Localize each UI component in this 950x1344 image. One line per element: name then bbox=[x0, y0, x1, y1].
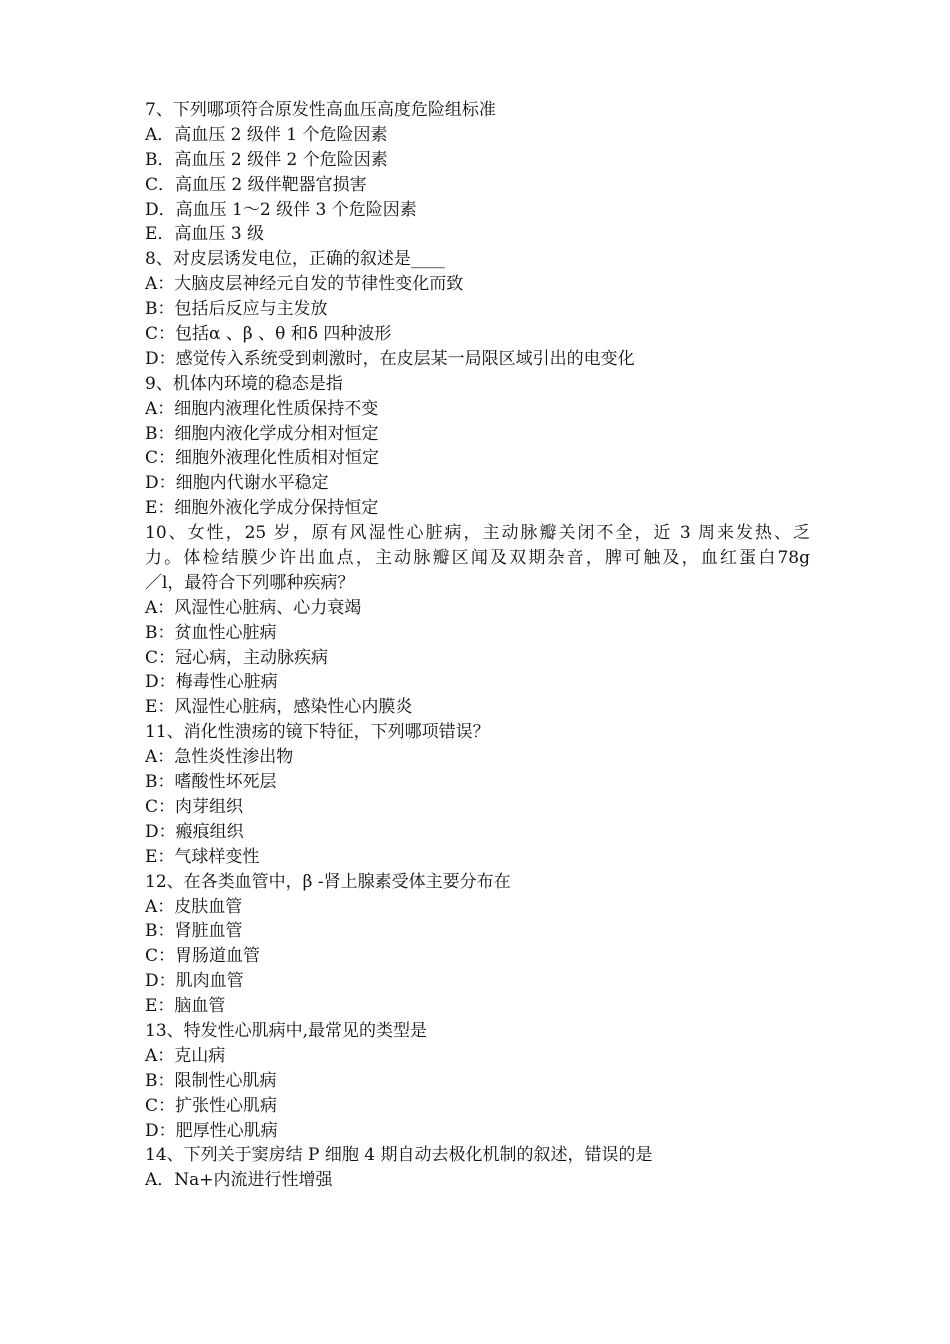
question-8-option-a: A：大脑皮层神经元自发的节律性变化而致 bbox=[145, 274, 464, 295]
question-13-option-d: D：肥厚性心肌病 bbox=[145, 1120, 278, 1141]
question-10-option-b: B：贫血性心脏病 bbox=[145, 622, 277, 643]
question-9-stem: 9、机体内环境的稳态是指 bbox=[145, 373, 343, 394]
question-8-option-d: D：感觉传入系统受到刺激时，在皮层某一局限区域引出的电变化 bbox=[145, 348, 635, 369]
question-13-option-b: B：限制性心肌病 bbox=[145, 1070, 277, 1091]
question-12-option-a: A：皮肤血管 bbox=[145, 896, 243, 917]
question-11-option-b: B：嗜酸性坏死层 bbox=[145, 772, 277, 793]
question-12-option-c: C：胃肠道血管 bbox=[145, 946, 261, 967]
question-10-stem-line-1: 10、女性，25 岁，原有风湿性心脏病，主动脉瓣关闭不全，近 3 周来发热、乏 bbox=[145, 523, 810, 544]
question-10-option-c: C：冠心病，主动脉疾病 bbox=[145, 647, 329, 668]
question-12-option-e: E：脑血管 bbox=[145, 996, 226, 1017]
question-7-option-e: E．高血压 3 级 bbox=[145, 224, 265, 245]
question-7-option-b: B．高血压 2 级伴 2 个危险因素 bbox=[145, 149, 388, 170]
question-13-stem: 13、特发性心肌病中,最常见的类型是 bbox=[145, 1020, 428, 1041]
question-11-stem: 11、消化性溃疡的镜下特征，下列哪项错误？ bbox=[145, 722, 490, 743]
question-9-option-b: B：细胞内液化学成分相对恒定 bbox=[145, 423, 379, 444]
question-14-stem: 14、下列关于窦房结 P 细胞 4 期自动去极化机制的叙述，错误的是 bbox=[145, 1145, 653, 1166]
question-14-option-a: A．Na+内流进行性增强 bbox=[145, 1170, 333, 1191]
question-11-option-d: D：瘢痕组织 bbox=[145, 821, 244, 842]
question-8-option-b: B：包括后反应与主发放 bbox=[145, 299, 328, 320]
question-7-option-a: A．高血压 2 级伴 1 个危险因素 bbox=[145, 124, 388, 145]
question-9-option-a: A：细胞内液理化性质保持不变 bbox=[145, 398, 379, 419]
question-10-option-e: E：风湿性心脏病，感染性心内膜炎 bbox=[145, 697, 413, 718]
question-12-option-b: B：肾脏血管 bbox=[145, 921, 243, 942]
question-11-option-c: C：肉芽组织 bbox=[145, 796, 244, 817]
question-9-option-e: E：细胞外液化学成分保持恒定 bbox=[145, 498, 379, 519]
question-13-option-a: A：克山病 bbox=[145, 1045, 226, 1066]
question-11-option-a: A：急性炎性渗出物 bbox=[145, 747, 294, 768]
question-13-option-c: C：扩张性心肌病 bbox=[145, 1095, 278, 1116]
question-7-option-d: D．高血压 1～2 级伴 3 个危险因素 bbox=[145, 199, 417, 220]
question-8-option-c: C：包括α 、β 、θ 和δ 四种波形 bbox=[145, 324, 392, 345]
question-10-stem-line-2: 力。体检结膜少许出血点，主动脉瓣区闻及双期杂音，脾可触及，血红蛋白78g bbox=[145, 548, 810, 569]
question-10-option-d: D：梅毒性心脏病 bbox=[145, 672, 278, 693]
question-12-option-d: D：肌肉血管 bbox=[145, 971, 244, 992]
question-10-stem-line-3: ／l，最符合下列哪种疾病？ bbox=[145, 572, 355, 593]
question-7-option-c: C．高血压 2 级伴靶器官损害 bbox=[145, 174, 367, 195]
question-7-stem: 7、下列哪项符合原发性高血压高度危险组标准 bbox=[145, 100, 496, 120]
question-10-option-a: A：风湿性心脏病、心力衰竭 bbox=[145, 597, 362, 618]
question-9-option-c: C：细胞外液理化性质相对恒定 bbox=[145, 448, 380, 469]
question-9-option-d: D：细胞内代谢水平稳定 bbox=[145, 473, 329, 494]
question-12-stem: 12、在各类血管中，β -肾上腺素受体主要分布在 bbox=[145, 871, 511, 892]
question-11-option-e: E：气球样变性 bbox=[145, 846, 260, 867]
document-body bbox=[145, 98, 810, 1193]
question-8-stem: 8、对皮层诱发电位，正确的叙述是____ bbox=[145, 249, 445, 270]
